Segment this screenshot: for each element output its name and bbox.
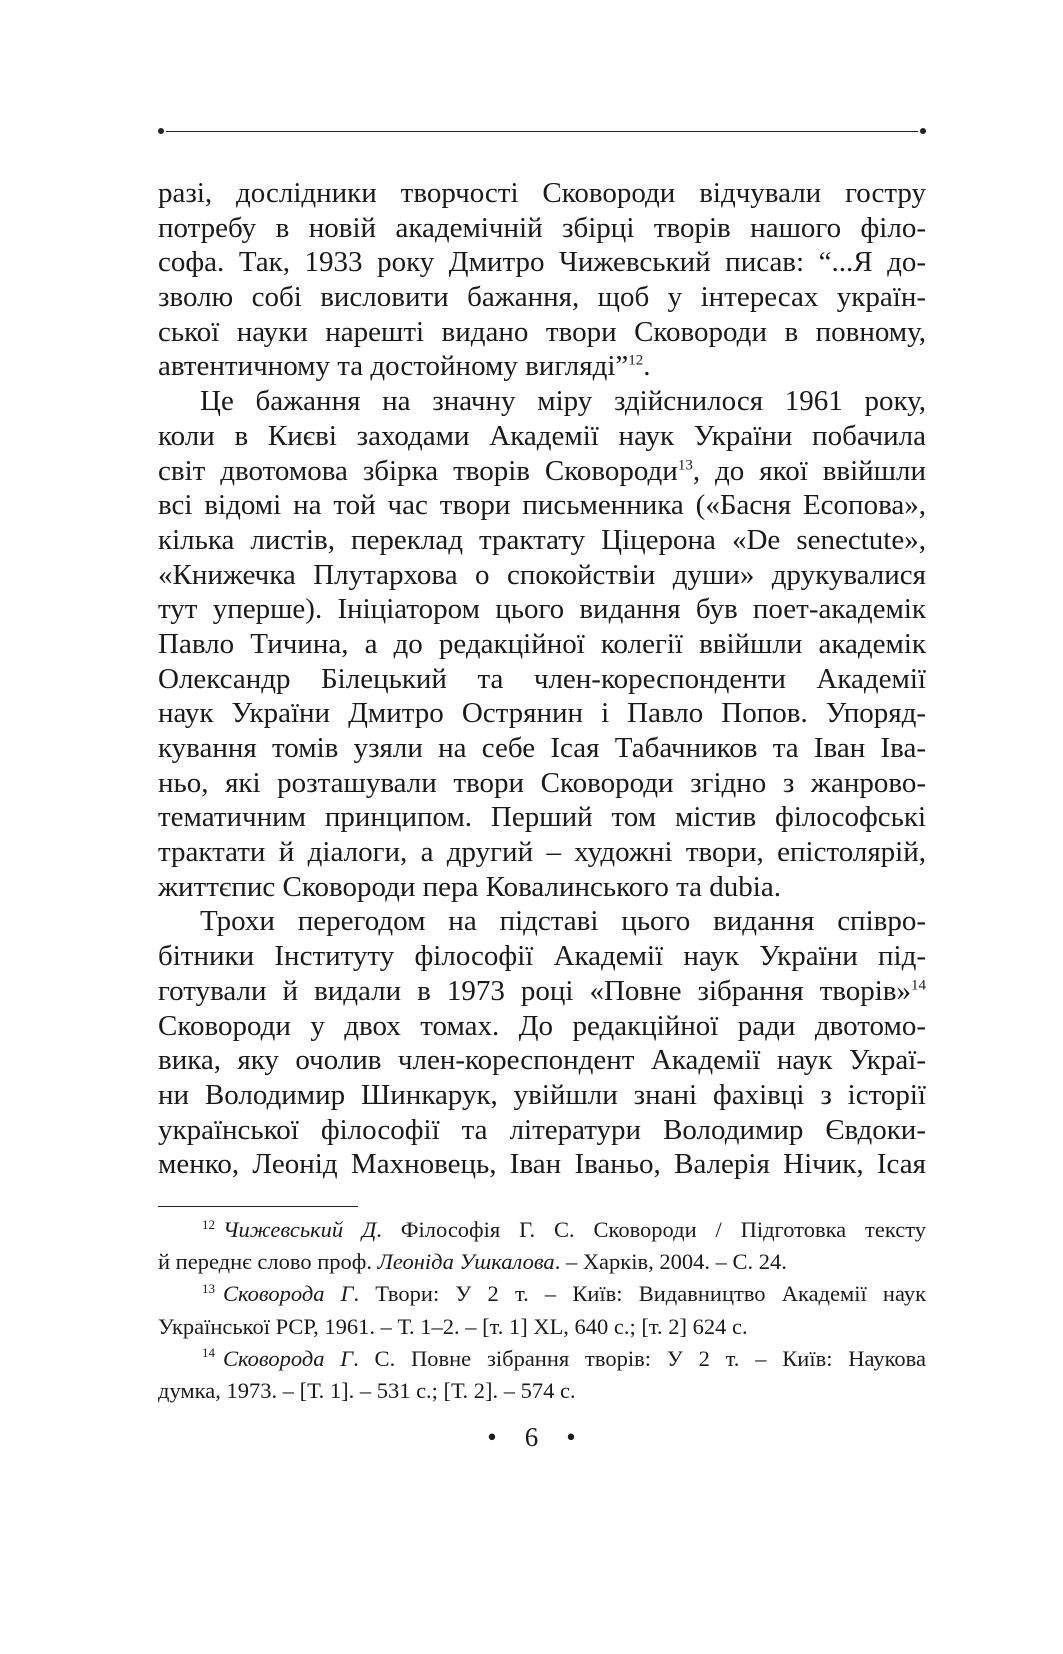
text-run: й переднє слово проф. [158,1249,378,1275]
text-run: . Твори: У 2 т. – Київ: Видавництво Академії наук [353,1281,927,1307]
footnote-line [158,1343,926,1375]
paragraph [158,904,926,1182]
header-ornament-dot-right [920,128,926,134]
text-line [158,766,926,801]
text-run: Сковороди у двох томах. До редакційної ради двотомо- [158,1009,926,1042]
text-line [158,592,926,627]
text-run: ської науки нарешті видано твори Сковороди в повному, [158,315,926,348]
text-line [158,211,926,246]
text-run: Павло Тичина, а до редакційної колегії ввійшли академік [158,627,926,660]
header-rule [166,131,918,132]
paragraph [158,384,926,904]
text-run: . С. Повне зібрання творів: У 2 т. – Київ: Наукова [353,1345,926,1371]
text-run: . – Харків, 2004. – С. 24. [554,1249,787,1275]
text-line [158,315,926,350]
text-run: Це бажання на значну міру здійснилося 1961 року, [200,385,926,418]
text-run: коли в Києві заходами Академії наук України побачила [158,419,926,452]
text-run: ни Володимир Шинкарук, увійшли знані фахівці з історії [158,1078,926,1111]
footnote-ref: 13 [202,1280,215,1296]
text-run: Української РСР, 1961. – Т. 1–2. – [т. 1] XL, 640 с.; [т. 2] 624 с. [158,1313,748,1339]
text-line [158,1147,926,1182]
text-run: Трохи перегодом на підставі цього видання співро- [200,905,926,938]
text-line [158,245,926,280]
body-text [158,176,926,1182]
text-run: Сковорода Г [223,1345,354,1371]
text-run: життєпис Сковороди пера Ковалинського та dubia. [158,870,781,903]
footnote [158,1278,926,1342]
text-run: світ двотомова збірка творів Сковороди [158,454,678,487]
text-line [158,731,926,766]
text-run: менко, Леонід Махновець, Іван Іваньо, Валерія Нічик, Ісая [158,1148,926,1181]
text-line [158,176,926,211]
text-run: бітники Інституту філософії Академії наук України під- [158,940,926,973]
footer-bullet-left: • [487,1422,497,1452]
text-line [158,1078,926,1113]
text-line [158,939,926,974]
text-run: тут уперше). Ініціатором цього видання був поет-академік [158,593,926,626]
text-run: готували й видали в 1973 році «Повне зібрання творів» [158,974,911,1007]
text-run: . [643,350,651,383]
text-line [158,454,926,489]
text-run: всі відомі на той час твори письменника («Басня Есопова», [158,489,926,522]
text-line [158,558,926,593]
text-run: автентичному та достойному вигляді” [158,350,629,383]
page-footer [0,1422,1063,1453]
footnote-line [158,1311,926,1343]
header-ornament-dot-left [158,128,164,134]
text-run: кілька листів, переклад трактату Ціцерона «De senectute», [158,523,926,556]
text-line [158,800,926,835]
text-run: , до якої ввійшли [692,454,926,487]
text-run: зволю собі висловити бажання, щоб у інтересах україн- [158,281,926,314]
text-run: «Книжечка Плутархова о спокойствіи души» друкувалися [158,558,926,591]
footnote [158,1343,926,1407]
text-line [158,523,926,558]
text-line [158,1043,926,1078]
text-line [158,974,926,1009]
text-line [158,419,926,454]
text-run: Леоніда Ушкалова [377,1249,555,1275]
text-run: Чижевський Д [223,1217,377,1242]
footnote-line [158,1375,926,1407]
text-run: кування томів узяли на себе Ісая Табачников та Іван Іва- [158,732,926,764]
footnote-ref: 13 [677,456,693,473]
footnote-ref: 14 [202,1345,215,1361]
text-line [158,662,926,697]
text-line [158,1009,926,1044]
text-line [158,904,926,939]
page-number: 6 [524,1422,539,1452]
text-run: Олександр Білецький та член-кореспонденти Академії [158,662,926,695]
text-run: тематичним принципом. Перший том містив філософські [158,801,926,834]
text-run: думка, 1973. – [Т. 1]. – 531 с.; [Т. 2]. – 574 с. [158,1377,576,1403]
text-line [158,384,926,419]
text-line [158,870,926,905]
text-run: ньо, які розташували твори Сковороди згідно з жанрово- [158,766,926,799]
text-run: . Філософія Г. С. Сковороди / Підготовка тексту [376,1217,926,1242]
footnote-line [158,1214,926,1246]
text-run: Сковорода Г [223,1281,354,1307]
text-run: потребу в новій академічній збірці творів нашого філо- [158,211,926,244]
text-run: софа. Так, 1933 року Дмитро Чижевський писав: “...Я до- [158,246,926,279]
footnote-separator [158,1206,358,1207]
text-line [158,349,926,384]
text-line [158,696,926,731]
text-run: вика, яку очолив член-кореспондент Академії наук Украї- [158,1044,926,1077]
footnote-ref: 12 [202,1216,215,1232]
text-run: разі, дослідники творчості Сковороди відчували гостру [158,177,926,209]
footnote-line [158,1246,926,1278]
paragraph [158,176,926,384]
text-line [158,488,926,523]
text-run: української філософії та літератури Володимир Євдоки- [158,1113,926,1146]
text-run: наук України Дмитро Острянин і Павло Попов. Упоряд- [158,697,926,730]
footer-bullet-right: • [566,1422,576,1452]
text-line [158,1113,926,1148]
text-line [158,280,926,315]
footnote-ref: 14 [911,977,926,994]
footnotes [158,1214,926,1407]
footnote-ref: 12 [628,352,644,369]
footnote-line [158,1278,926,1310]
text-line [158,627,926,662]
footnote [158,1214,926,1278]
text-run: трактати й діалоги, а другий – художні твори, епістолярій, [158,836,926,869]
text-line [158,835,926,870]
